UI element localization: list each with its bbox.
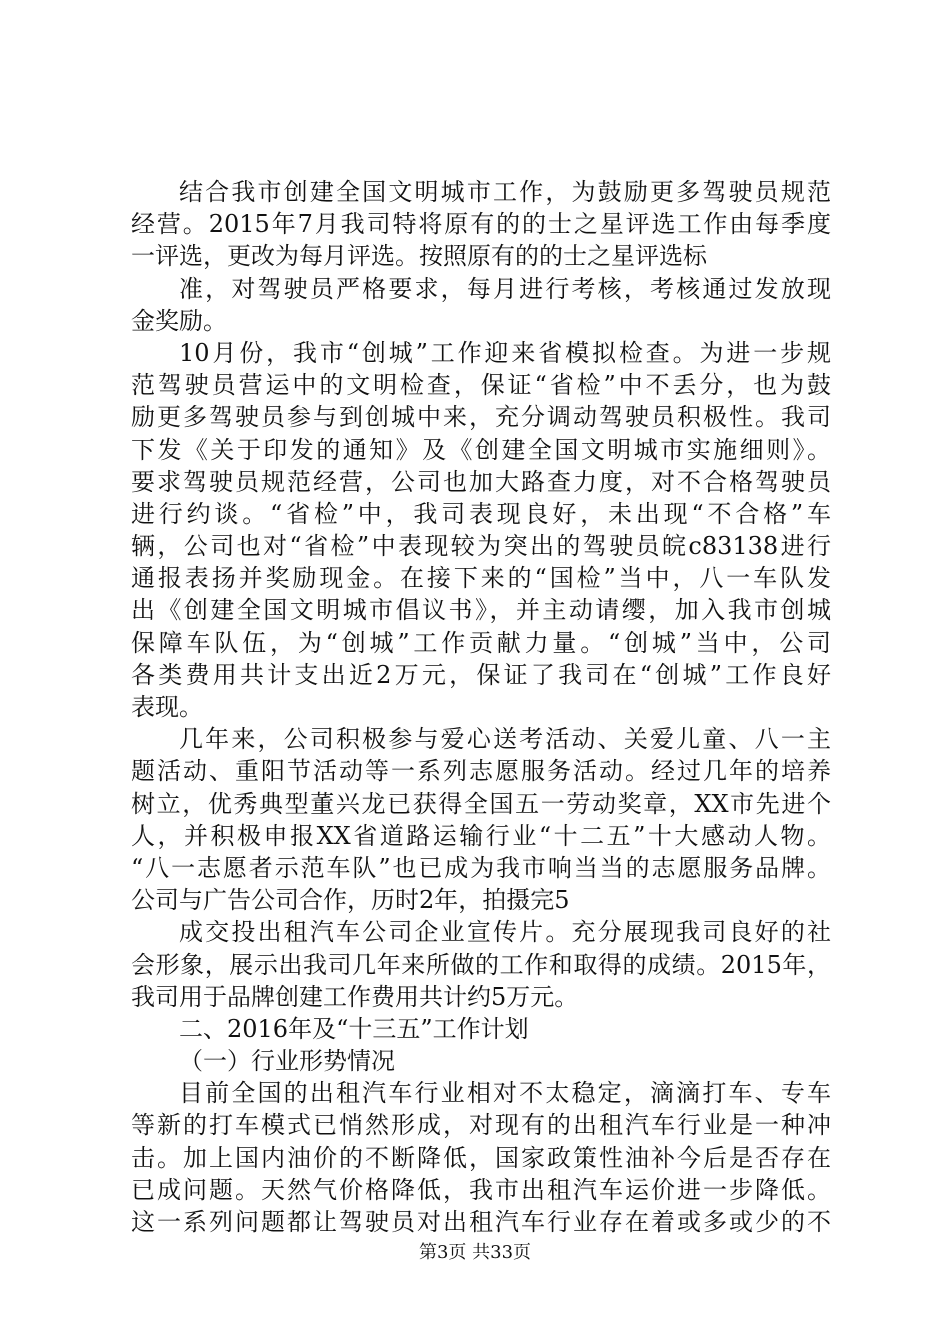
text-line: 击。加上国内油价的不断降低，国家政策性油补今后是否存在 xyxy=(131,1143,831,1172)
text-line: 公司与广告公司合作，历时2年，拍摄完5 xyxy=(131,886,570,915)
text-line: 各类费用共计支出近2万元，保证了我司在“创城”工作良好 xyxy=(131,660,831,689)
text-line: 结合我市创建全国文明城市工作，为鼓励更多驾驶员规范 xyxy=(179,178,831,206)
text-line: 经营。2015年7月我司特将原有的的士之星评选工作由每季度 xyxy=(131,210,831,239)
page-footer xyxy=(0,1241,950,1265)
text-line: 励更多驾驶员参与到创城中来，充分调动驾驶员积极性。我司 xyxy=(131,403,831,432)
page-number-label: 第3页 共33页 xyxy=(418,1242,532,1263)
text-line: 下发《关于印发的通知》及《创建全国文明城市实施细则》。 xyxy=(131,435,831,464)
text-line: 成交投出租汽车公司企业宣传片。充分展现我司良好的社 xyxy=(179,918,831,947)
text-line: 金奖励。 xyxy=(131,306,227,335)
text-line: 进行约谈。“省检”中，我司表现良好，未出现“不合格”车 xyxy=(131,499,831,528)
text-line: 辆，公司也对“省检”中表现较为突出的驾驶员皖c83138进行 xyxy=(131,532,831,561)
text-line: 准，对驾驶员严格要求，每月进行考核，考核通过发放现 xyxy=(179,274,831,303)
text-line: 保障车队伍，为“创城”工作贡献力量。“创城”当中，公司 xyxy=(131,628,831,657)
text-line: “八一志愿者示范车队”也已成为我市响当当的志愿服务品牌。 xyxy=(131,853,831,882)
text-line: 表现。 xyxy=(131,693,203,721)
section-heading: 二、2016年及“十三五”工作计划 xyxy=(179,1014,529,1043)
text-line: 等新的打车模式已悄然形成，对现有的出租汽车行业是一种冲 xyxy=(131,1111,831,1140)
text-line: 范驾驶员营运中的文明检查，保证“省检”中不丢分，也为鼓 xyxy=(131,371,831,400)
text-line: 我司用于品牌创建工作费用共计约5万元。 xyxy=(131,982,579,1011)
body-text xyxy=(131,176,831,1238)
text-line: 会形象，展示出我司几年来所做的工作和取得的成绩。2015年， xyxy=(131,950,831,979)
text-line: 已成问题。天然气价格降低，我市出租汽车运价进一步降低。 xyxy=(131,1175,831,1204)
text-line: 这一系列问题都让驾驶员对出租汽车行业存在着或多或少的不 xyxy=(131,1208,831,1236)
text-line: 人，并积极申报XX省道路运输行业“十二五”十大感动人物。 xyxy=(131,821,831,850)
text-line: 树立，优秀典型董兴龙已获得全国五一劳动奖章，XX市先进个 xyxy=(131,789,831,818)
text-line: 10月份，我市“创城”工作迎来省模拟检查。为进一步规 xyxy=(179,338,831,367)
text-line: 一评选，更改为每月评选。按照原有的的士之星评选标 xyxy=(131,242,707,271)
text-line: 目前全国的出租汽车行业相对不太稳定，滴滴打车、专车 xyxy=(179,1079,831,1108)
text-line: 出《创建全国文明城市倡议书》，并主动请缨，加入我市创城 xyxy=(131,596,831,625)
text-line: 要求驾驶员规范经营，公司也加大路查力度，对不合格驾驶员 xyxy=(131,467,831,496)
text-line: 通报表扬并奖励现金。在接下来的“国检”当中，八一车队发 xyxy=(131,564,831,593)
text-line: 几年来，公司积极参与爱心送考活动、关爱儿童、八一主 xyxy=(179,725,831,754)
subsection-heading: （一）行业形势情况 xyxy=(179,1047,395,1076)
text-line: 题活动、重阳节活动等一系列志愿服务活动。经过几年的培养 xyxy=(131,757,831,786)
